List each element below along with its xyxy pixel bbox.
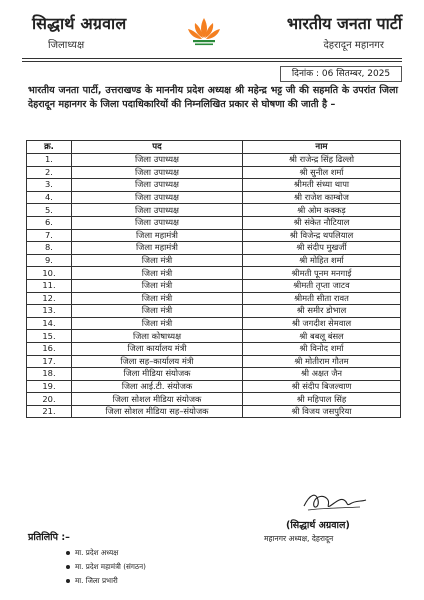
sender-block xyxy=(32,12,126,51)
row-sno: 15. xyxy=(27,330,72,343)
table-row xyxy=(27,305,401,318)
row-sno: 4. xyxy=(27,191,72,204)
row-sno: 1. xyxy=(27,154,72,167)
row-name: श्रीमती पूनम मनगाई xyxy=(243,267,401,280)
party-block xyxy=(287,12,402,51)
sender-designation: जिलाध्यक्ष xyxy=(48,40,85,51)
table-row xyxy=(27,179,401,192)
row-sno: 11. xyxy=(27,279,72,292)
date-box: दिनांक : 06 सितम्बर, 2025 xyxy=(280,66,402,82)
table-row xyxy=(27,204,401,217)
row-post: जिला उपाध्यक्ष xyxy=(72,204,243,217)
table-row xyxy=(27,342,401,355)
row-sno: 14. xyxy=(27,317,72,330)
row-sno: 19. xyxy=(27,380,72,393)
row-post: जिला कोषाध्यक्ष xyxy=(72,330,243,343)
row-name: श्री समीर डोभाल xyxy=(243,305,401,318)
row-post: जिला उपाध्यक्ष xyxy=(72,179,243,192)
header-post: पद xyxy=(72,141,243,154)
row-name: श्री मोहित शर्मा xyxy=(243,254,401,267)
table-row xyxy=(27,317,401,330)
row-name: श्री विनोद शर्मा xyxy=(243,342,401,355)
table-row xyxy=(27,216,401,229)
table-row xyxy=(27,229,401,242)
row-sno: 10. xyxy=(27,267,72,280)
row-sno: 9. xyxy=(27,254,72,267)
copy-item: मा. जिला प्रभारी xyxy=(66,574,146,588)
row-name: श्रीमती तृप्ता जाटव xyxy=(243,279,401,292)
row-name: श्री संकेत नौटियाल xyxy=(243,216,401,229)
row-sno: 16. xyxy=(27,342,72,355)
lotus-icon xyxy=(184,14,224,54)
row-name: श्रीमती संध्या थापा xyxy=(243,179,401,192)
row-post: जिला कार्यालय मंत्री xyxy=(72,342,243,355)
row-sno: 12. xyxy=(27,292,72,305)
row-post: जिला मंत्री xyxy=(72,305,243,318)
header-name: नाम xyxy=(243,141,401,154)
row-sno: 8. xyxy=(27,242,72,255)
row-name: श्री संदीप मुखर्जी xyxy=(243,242,401,255)
header-sno: क्र. xyxy=(27,141,72,154)
office-bearers-table xyxy=(26,140,401,418)
party-unit: देहरादून महानगर xyxy=(323,40,384,51)
row-name: श्री महिपाल सिंह xyxy=(243,393,401,406)
table-row xyxy=(27,154,401,167)
row-post: जिला सोशल मीडिया सह–संयोजक xyxy=(72,405,243,418)
table-row xyxy=(27,166,401,179)
table-row xyxy=(27,267,401,280)
signatory-designation: महानगर अध्यक्ष, देहरादून xyxy=(264,534,334,543)
row-sno: 13. xyxy=(27,305,72,318)
table-row xyxy=(27,279,401,292)
row-name: श्री राजेश काम्बोज xyxy=(243,191,401,204)
copy-list xyxy=(66,546,146,588)
table-row xyxy=(27,242,401,255)
table-row xyxy=(27,355,401,368)
table-row xyxy=(27,380,401,393)
row-post: जिला उपाध्यक्ष xyxy=(72,191,243,204)
header-rule xyxy=(22,58,402,59)
lotus-base xyxy=(193,40,215,42)
row-sno: 5. xyxy=(27,204,72,217)
row-post: जिला उपाध्यक्ष xyxy=(72,216,243,229)
row-name: श्री सुनील शर्मा xyxy=(243,166,401,179)
row-post: जिला आई.टी. संयोजक xyxy=(72,380,243,393)
row-sno: 2. xyxy=(27,166,72,179)
row-post: जिला उपाध्यक्ष xyxy=(72,166,243,179)
row-sno: 20. xyxy=(27,393,72,406)
row-name: श्री अक्षत जैन xyxy=(243,368,401,381)
row-name: श्री जगदीश सेमवाल xyxy=(243,317,401,330)
table-row xyxy=(27,393,401,406)
signature-image xyxy=(300,488,370,514)
row-post: जिला उपाध्यक्ष xyxy=(72,154,243,167)
table-row xyxy=(27,368,401,381)
row-sno: 18. xyxy=(27,368,72,381)
table-row xyxy=(27,292,401,305)
table-row xyxy=(27,405,401,418)
party-name: भारतीय जनता पार्टी xyxy=(286,14,402,33)
copy-item: मा. प्रदेश अध्यक्ष xyxy=(66,546,146,560)
header-rule-thin xyxy=(22,61,402,62)
table-header-row xyxy=(27,141,401,154)
intro-paragraph: भारतीय जनता पार्टी, उत्तराखण्ड के माननीय प्रदेश अध्यक्ष श्री महेन्द्र भट्ट जी की सहमति के उपरांत जिला देहरादून महानगर के जिला पदाधिकारियों की निम्नलिखित प्रकार से घोषणा की जाती है – xyxy=(28,85,398,110)
lotus-base-line xyxy=(195,44,213,46)
row-post: जिला मंत्री xyxy=(72,292,243,305)
table-row xyxy=(27,254,401,267)
row-post: जिला मंत्री xyxy=(72,267,243,280)
row-name: श्री ओम कक्कड़ xyxy=(243,204,401,217)
row-post: जिला सोशल मीडिया संयोजक xyxy=(72,393,243,406)
sender-name: सिद्धार्थ अग्रवाल xyxy=(32,14,127,33)
row-sno: 3. xyxy=(27,179,72,192)
row-sno: 21. xyxy=(27,405,72,418)
copy-heading: प्रतिलिपि :– xyxy=(28,532,70,543)
lotus-petals xyxy=(188,18,220,39)
table-row xyxy=(27,191,401,204)
row-post: जिला मंत्री xyxy=(72,254,243,267)
row-post: जिला सह–कार्यालय मंत्री xyxy=(72,355,243,368)
row-post: जिला मंत्री xyxy=(72,279,243,292)
row-name: श्री विजय जसपुरिया xyxy=(243,405,401,418)
row-post: जिला महामंत्री xyxy=(72,242,243,255)
row-name: श्री राजेन्द्र सिंह ढिल्लो xyxy=(243,154,401,167)
row-post: जिला मीडिया संयोजक xyxy=(72,368,243,381)
table-row xyxy=(27,330,401,343)
row-post: जिला मंत्री xyxy=(72,317,243,330)
row-name: श्री मोतीराम गौतम xyxy=(243,355,401,368)
row-post: जिला महामंत्री xyxy=(72,229,243,242)
row-name: श्री बबलू बंसल xyxy=(243,330,401,343)
row-sno: 17. xyxy=(27,355,72,368)
row-sno: 7. xyxy=(27,229,72,242)
row-name: श्री संदीप बिजल्वाण xyxy=(243,380,401,393)
row-sno: 6. xyxy=(27,216,72,229)
copy-item: मा. प्रदेश महामंत्री (संगठन) xyxy=(66,560,146,574)
row-name: श्रीमती सीता रावत xyxy=(243,292,401,305)
signatory-name: (सिद्धार्थ अग्रवाल) xyxy=(286,520,350,531)
row-name: श्री विजेन्द्र थपलियाल xyxy=(243,229,401,242)
